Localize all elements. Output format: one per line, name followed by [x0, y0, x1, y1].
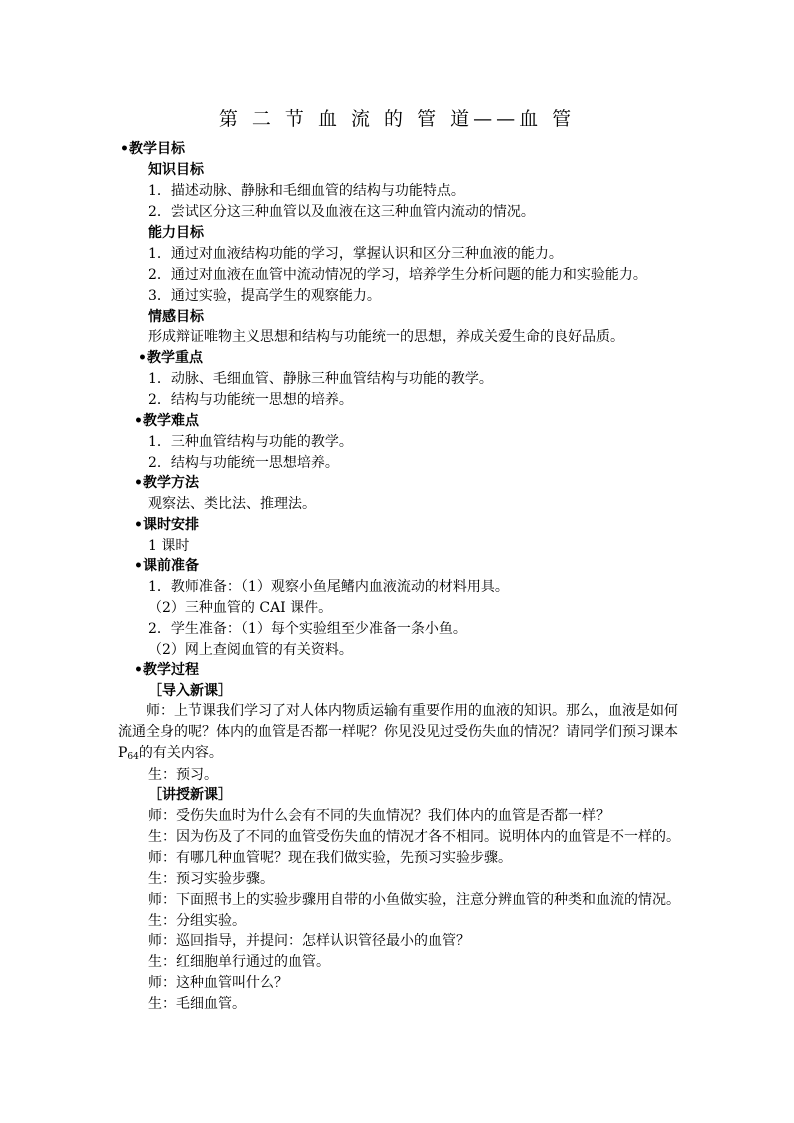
heading-text: 教学难点: [143, 413, 199, 429]
section-heading-key-points: [138, 349, 203, 367]
list-item: 1．三种血管结构与功能的教学。: [148, 434, 353, 450]
intro-text: 师：上节课我们学习了对人体内物质运输有重要作用的血液的知识。那么，血液是如何流通全身的呢？体内的血管是否都一样呢？你见没见过受伤失血的情况？请同学们预习课本 P: [118, 703, 678, 761]
dialogue-line: 师：巡回指导，并提问：怎样认识管径最小的血管？: [148, 933, 470, 949]
dialogue-line: 生：分组实验。: [148, 913, 246, 929]
list-item: 3．通过实验，提高学生的观察能力。: [148, 288, 381, 304]
section-heading-process: [134, 661, 199, 679]
section-heading-schedule: [134, 516, 199, 534]
dialogue-line: 生：预习实验步骤。: [148, 871, 274, 887]
heading-text: 教学过程: [143, 662, 199, 678]
list-item: 1．动脉、毛细血管、静脉三种血管结构与功能的教学。: [148, 371, 493, 387]
page-title: 第 二 节 血 流 的 管 道——血 管: [218, 108, 576, 130]
section-heading-preparation: [134, 557, 199, 575]
bullet-icon: •: [120, 141, 129, 157]
subheading-emotion: 情感目标: [148, 309, 204, 325]
student-line: 生：预习。: [148, 767, 218, 783]
list-item: （2）三种血管的 CAI 课件。: [148, 600, 333, 616]
list-item: 2．学生准备：（1）每个实验组至少准备一条小鱼。: [148, 621, 467, 637]
dialogue-line: 生：因为伤及了不同的血管受伤失血的情况才各不相同。说明体内的血管是不一样的。: [148, 829, 680, 845]
bullet-icon: •: [138, 350, 147, 366]
heading-text: 课前准备: [143, 558, 199, 574]
bullet-icon: •: [134, 413, 143, 429]
heading-text: 教学目标: [129, 141, 185, 157]
list-item: 2．结构与功能统一思想的培养。: [148, 392, 353, 408]
page-subscript: 64: [127, 752, 139, 762]
dialogue-line: 师：下面照书上的实验步骤用自带的小鱼做实验，注意分辨血管的种类和血流的情况。: [148, 892, 680, 908]
heading-text: 教学重点: [147, 350, 203, 366]
heading-text: 课时安排: [143, 517, 199, 533]
methods-text: 观察法、类比法、推理法。: [148, 496, 316, 512]
subheading-knowledge: 知识目标: [148, 162, 204, 178]
emotion-text: 形成辩证唯物主义思想和结构与功能统一的思想，养成关爱生命的良好品质。: [148, 329, 624, 345]
list-item: 2．通过对血液在血管中流动情况的学习，培养学生分析问题的能力和实验能力。: [148, 267, 647, 283]
dialogue-line: 生：毛细血管。: [148, 996, 246, 1012]
dialogue-line: 生：红细胞单行通过的血管。: [148, 954, 330, 970]
list-item: （2）网上查阅血管的有关资料。: [148, 642, 353, 658]
list-item: 1．教师准备：（1）观察小鱼尾鳍内血液流动的材料用具。: [148, 579, 509, 595]
list-item: 1．通过对血液结构功能的学习，掌握认识和区分三种血液的能力。: [148, 246, 563, 262]
subheading-lecture: ［讲授新课］: [148, 787, 232, 803]
subheading-intro: ［导入新课］: [148, 683, 232, 699]
bullet-icon: •: [134, 662, 143, 678]
dialogue-line: 师：这种血管叫什么？: [148, 975, 288, 991]
dialogue-line: 师：有哪几种血管呢？现在我们做实验，先预习实验步骤。: [148, 850, 512, 866]
section-heading-objectives: [120, 140, 185, 158]
bullet-icon: •: [134, 517, 143, 533]
bullet-icon: •: [134, 475, 143, 491]
bullet-icon: •: [134, 558, 143, 574]
section-heading-difficulties: [134, 412, 199, 430]
dialogue-line: 师：受伤失血时为什么会有不同的失血情况？我们体内的血管是否都一样？: [148, 808, 610, 824]
intro-text-end: 的有关内容。: [138, 745, 223, 761]
intro-paragraph: [118, 701, 678, 768]
list-item: 1．描述动脉、静脉和毛细血管的结构与功能特点。: [148, 183, 465, 199]
list-item: 2．结构与功能统一思想培养。: [148, 455, 339, 471]
section-heading-methods: [134, 474, 199, 492]
heading-text: 教学方法: [143, 475, 199, 491]
schedule-text: 1 课时: [148, 538, 190, 554]
list-item: 2．尝试区分这三种血管以及血液在这三种血管内流动的情况。: [148, 204, 535, 220]
subheading-ability: 能力目标: [148, 225, 204, 241]
